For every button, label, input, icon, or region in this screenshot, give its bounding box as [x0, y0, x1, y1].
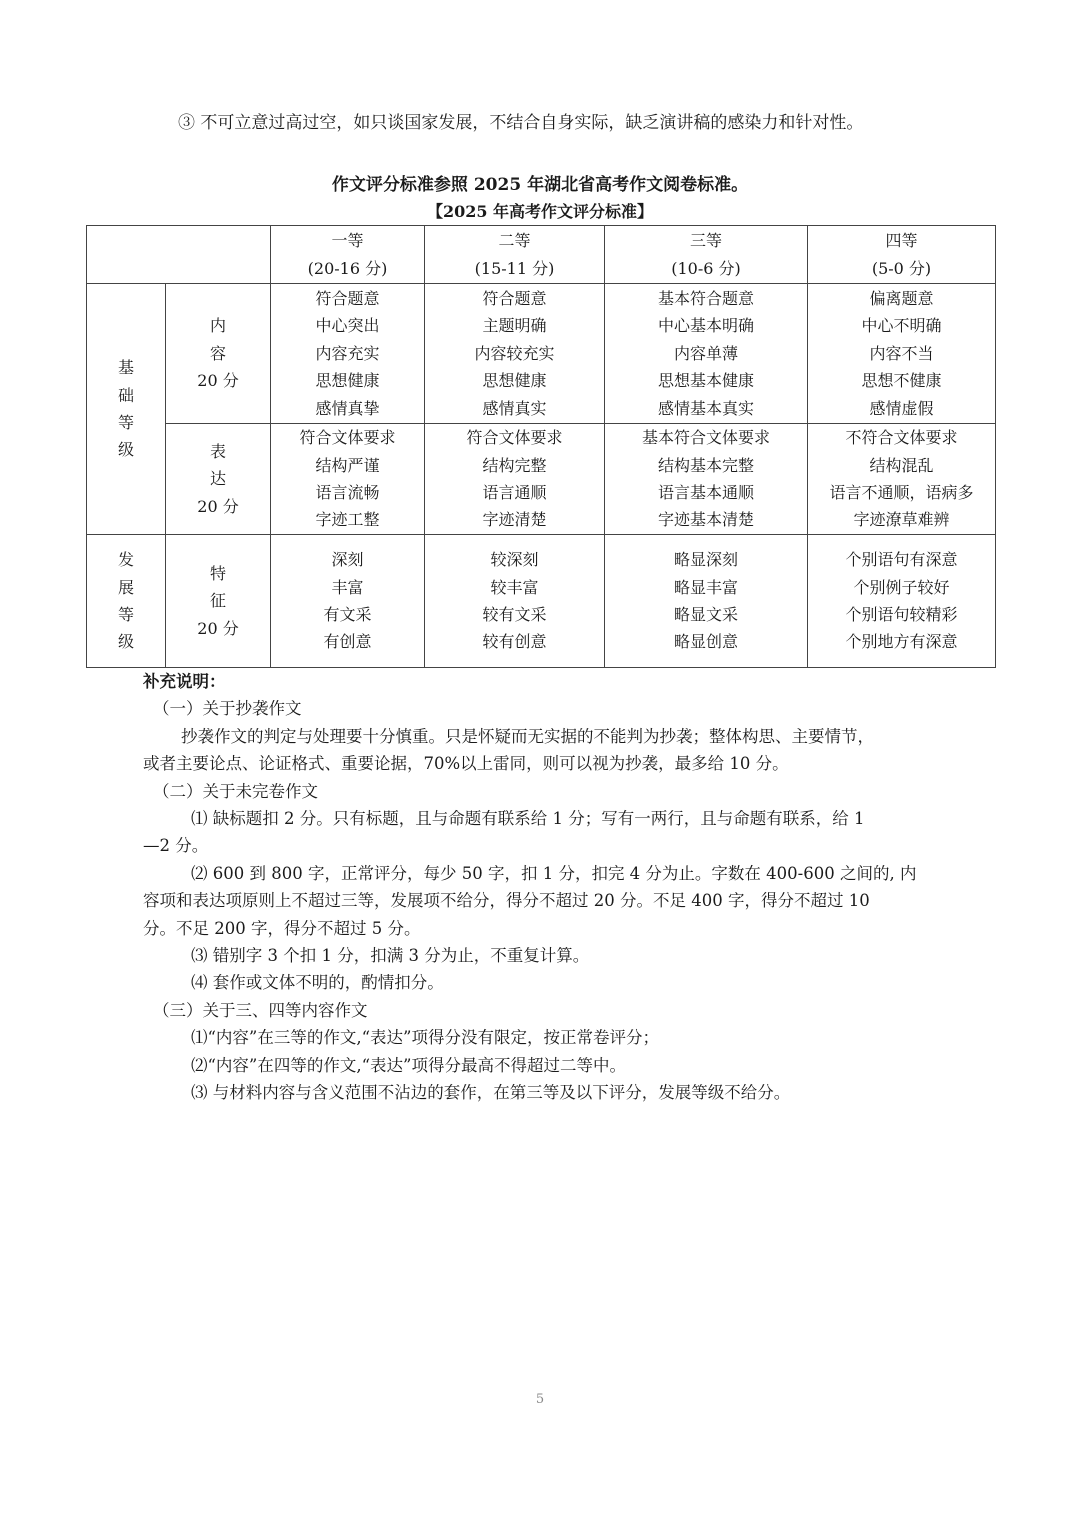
section-incomplete-title: （二）关于未完卷作文 [153, 781, 318, 801]
incomplete-item-2-cont: 分。不足 200 字，得分不超过 5 分。 [143, 918, 421, 938]
content-grade-3: 基本符合题意 中心基本明确 内容单薄 思想基本健康 感情基本真实 [605, 284, 808, 424]
grade-content-item-2: ⑵“内容”在四等的作文,“表达”项得分最高不得超过二等中。 [191, 1055, 626, 1075]
expression-row [87, 424, 996, 535]
document-heading: 作文评分标准参照 2025 年湖北省高考作文阅卷标准。 [331, 175, 749, 195]
group-label-development: 发 展 等 级 [87, 535, 166, 668]
feature-grade-3: 略显深刻 略显丰富 略显文采 略显创意 [605, 535, 808, 668]
dimension-feature: 特 征 20 分 [166, 535, 271, 668]
table-caption: 【2025 年高考作文评分标准】 [426, 202, 654, 221]
grade-header-row [87, 226, 996, 284]
grade-content-item-3: ⑶ 与材料内容与含义范围不沾边的套作，在第三等及以下评分，发展等级不给分。 [191, 1083, 791, 1103]
content-grade-2: 符合题意 主题明确 内容较充实 思想健康 感情真实 [425, 284, 605, 424]
incomplete-item-3: ⑶ 错别字 3 个扣 1 分，扣满 3 分为止，不重复计算。 [191, 946, 590, 966]
section-plagiarism-title: （一）关于抄袭作文 [153, 699, 302, 719]
plagiarism-paragraph-line: 抄袭作文的判定与处理要十分慎重。只是怀疑而无实据的不能判为抄袭；整体构思、主要情节， [181, 726, 874, 746]
grade-header-2: 二等 (15-11 分) [425, 226, 605, 284]
expression-grade-4: 不符合文体要求 结构混乱 语言不通顺，语病多 字迹潦草难辨 [808, 424, 996, 535]
content-grade-1: 符合题意 中心突出 内容充实 思想健康 感情真挚 [271, 284, 425, 424]
feature-row [87, 535, 996, 668]
grade-header-1: 一等 (20-16 分) [271, 226, 425, 284]
dimension-expression: 表 达 20 分 [166, 424, 271, 535]
grade-header-4: 四等 (5-0 分) [808, 226, 996, 284]
grade-content-item-1: ⑴“内容”在三等的作文,“表达”项得分没有限定，按正常卷评分； [191, 1028, 659, 1048]
expression-grade-3: 基本符合文体要求 结构基本完整 语言基本通顺 字迹基本清楚 [605, 424, 808, 535]
content-row [87, 284, 996, 424]
plagiarism-paragraph-line: 或者主要论点、论证格式、重要论据，70%以上雷同，则可以视为抄袭，最多给 10 分。 [143, 754, 789, 774]
incomplete-item-4: ⑷ 套作或文体不明的，酌情扣分。 [191, 973, 444, 993]
notes-title: 补充说明： [143, 672, 226, 691]
grade-header-3: 三等 (10-6 分) [605, 226, 808, 284]
scoring-table [86, 225, 996, 668]
expression-grade-1: 符合文体要求 结构严谨 语言流畅 字迹工整 [271, 424, 425, 535]
incomplete-item-1-cont: —2 分。 [143, 836, 209, 856]
feature-grade-1: 深刻 丰富 有文采 有创意 [271, 535, 425, 668]
expression-grade-2: 符合文体要求 结构完整 语言通顺 字迹清楚 [425, 424, 605, 535]
incomplete-item-2: ⑵ 600 到 800 字，正常评分，每少 50 字，扣 1 分，扣完 4 分为止。字数在 400-600 之间的, 内 [191, 863, 917, 883]
feature-grade-4: 个别语句有深意 个别例子较好 个别语句较精彩 个别地方有深意 [808, 535, 996, 668]
feature-grade-2: 较深刻 较丰富 较有文采 较有创意 [425, 535, 605, 668]
intro-item-3: ③ 不可立意过高过空，如只谈国家发展，不结合自身实际，缺乏演讲稿的感染力和针对性。 [178, 113, 864, 133]
section-grade-content-title: （三）关于三、四等内容作文 [153, 1000, 368, 1020]
group-label-basic: 基 础 等 级 [87, 284, 166, 535]
incomplete-item-2-cont: 容项和表达项原则上不超过三等，发展项不给分，得分不超过 20 分。不足 400 字，得分不超过 10 [143, 891, 870, 911]
supplementary-notes [143, 668, 953, 1107]
page-number: 5 [535, 1392, 545, 1407]
content-grade-4: 偏离题意 中心不明确 内容不当 思想不健康 感情虚假 [808, 284, 996, 424]
dimension-content: 内 容 20 分 [166, 284, 271, 424]
header-empty-cell [87, 226, 271, 284]
incomplete-item-1: ⑴ 缺标题扣 2 分。只有标题，且与命题有联系给 1 分；写有一两行，且与命题有联系，给 1 [191, 809, 865, 829]
